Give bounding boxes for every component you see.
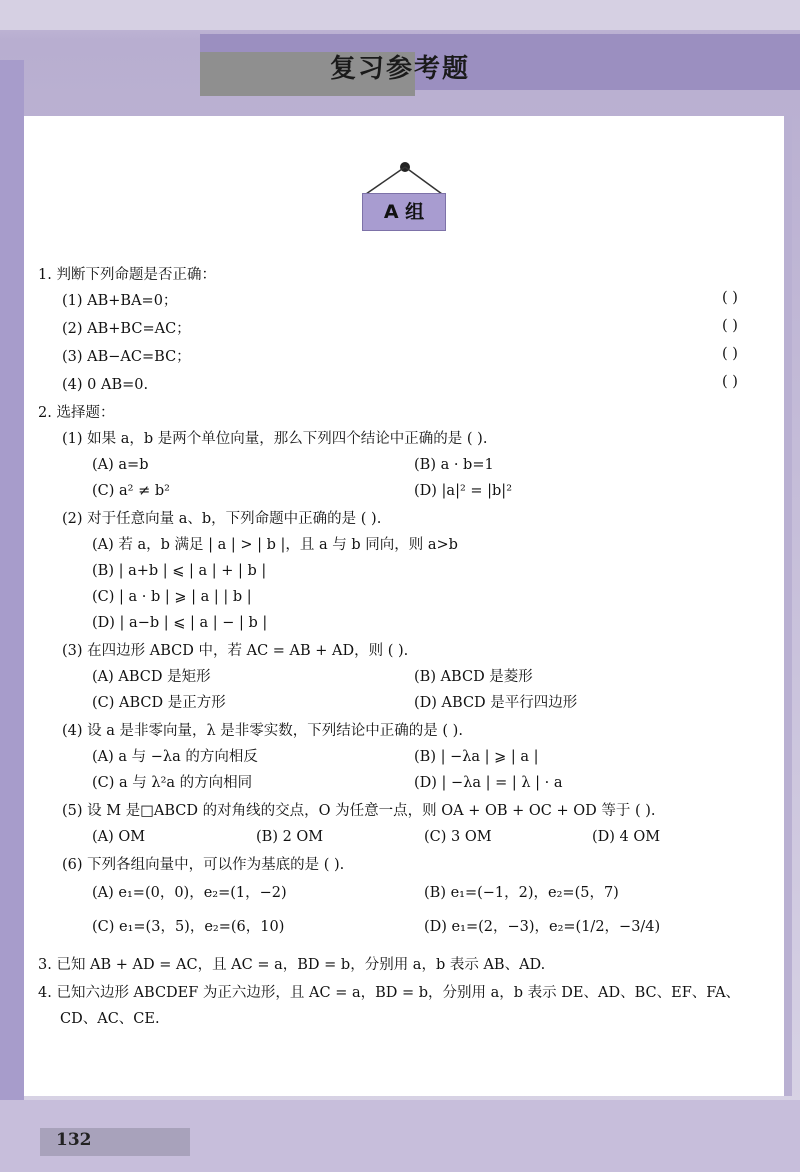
q1-item-2: (2) AB+BC=AC； [62, 321, 191, 337]
q1-answer-blank-2[interactable]: ( ) [722, 318, 738, 334]
q2-2-option-d[interactable]: (D) | a−b | ⩽ | a | − | b | [92, 615, 268, 631]
q1-item-1: (1) AB+BA=0； [62, 293, 178, 309]
q2-2-stem: (2) 对于任意向量 a、b，下列命题中正确的是 ( ). [62, 511, 382, 527]
q2-6-option-c[interactable]: (C) e₁=(3，5)，e₂=(6，10) [92, 919, 285, 935]
q1-answer-blank-3[interactable]: ( ) [722, 346, 738, 362]
q1-stem: 1. 判断下列命题是否正确： [38, 267, 216, 283]
q2-5-option-d[interactable]: (D) 4 OM [592, 829, 661, 845]
q2-5-option-b[interactable]: (B) 2 OM [256, 829, 324, 845]
content-panel [24, 116, 792, 1096]
page-title: 复习参考题 [330, 54, 471, 84]
q2-6-option-b[interactable]: (B) e₁=(−1，2)，e₂=(5，7) [424, 885, 619, 901]
q2-2-option-c[interactable]: (C) | a · b | ⩾ | a | | b | [92, 589, 252, 605]
q2-4-option-c[interactable]: (C) a 与 λ²a 的方向相同 [92, 775, 253, 791]
q2-4-stem: (4) 设 a 是非零向量，λ 是非零实数，下列结论中正确的是 ( ). [62, 723, 463, 739]
q2-6-option-a[interactable]: (A) e₁=(0，0)，e₂=(1，−2) [92, 885, 287, 901]
q2-3-option-c[interactable]: (C) ABCD 是正方形 [92, 695, 226, 711]
q2-1-stem: (1) 如果 a，b 是两个单位向量，那么下列四个结论中正确的是 ( ). [62, 431, 488, 447]
q2-4-option-d[interactable]: (D) | −λa | = | λ | · a [414, 775, 563, 791]
q4-line-2: CD、AC、CE. [60, 1011, 160, 1027]
q2-1-option-b[interactable]: (B) a · b=1 [414, 457, 494, 473]
q2-1-option-c[interactable]: (C) a² ≠ b² [92, 483, 170, 499]
left-decor-band [0, 60, 24, 1140]
q3-text: 3. 已知 AB + AD = AC，且 AC = a，BD = b，分别用 a，b 表示 AB、AD. [38, 957, 546, 973]
q2-6-option-d[interactable]: (D) e₁=(2，−3)，e₂=(1/2，−3/4) [424, 919, 661, 935]
q2-3-option-b[interactable]: (B) ABCD 是菱形 [414, 669, 533, 685]
q2-5-stem: (5) 设 M 是□ABCD 的对角线的交点，O 为任意一点，则 OA + OB + OC + OD 等于 ( ). [62, 803, 656, 819]
top-strip [0, 0, 800, 30]
q2-5-option-a[interactable]: (A) OM [92, 829, 146, 845]
q2-1-option-d[interactable]: (D) |a|² = |b|² [414, 483, 513, 499]
q2-stem: 2. 选择题： [38, 405, 115, 421]
q1-answer-blank-1[interactable]: ( ) [722, 290, 738, 306]
q1-item-3: (3) AB−AC=BC； [62, 349, 191, 365]
q1-answer-blank-4[interactable]: ( ) [722, 374, 738, 390]
q2-1-option-a[interactable]: (A) a=b [92, 457, 149, 473]
q2-4-option-a[interactable]: (A) a 与 −λa 的方向相反 [92, 749, 258, 765]
q2-3-option-d[interactable]: (D) ABCD 是平行四边形 [414, 695, 578, 711]
q2-3-stem: (3) 在四边形 ABCD 中，若 AC = AB + AD，则 ( ). [62, 643, 409, 659]
q2-4-option-b[interactable]: (B) | −λa | ⩾ | a | [414, 749, 539, 765]
q2-5-option-c[interactable]: (C) 3 OM [424, 829, 492, 845]
q2-3-option-a[interactable]: (A) ABCD 是矩形 [92, 669, 211, 685]
q1-item-4: (4) 0 AB=0. [62, 377, 149, 393]
q4-line-1: 4. 已知六边形 ABCDEF 为正六边形，且 AC = a，BD = b，分别用 a，b 表示 DE、AD、BC、EF、FA、 [38, 985, 741, 1001]
page-number: 132 [56, 1130, 92, 1150]
q2-2-option-b[interactable]: (B) | a+b | ⩽ | a | + | b | [92, 563, 267, 579]
group-label: A 组 [362, 193, 446, 231]
q2-6-stem: (6) 下列各组向量中，可以作为基底的是 ( ). [62, 857, 345, 873]
q2-2-option-a[interactable]: (A) 若 a，b 满足 | a | > | b |，且 a 与 b 同向，则 a>b [92, 537, 458, 553]
